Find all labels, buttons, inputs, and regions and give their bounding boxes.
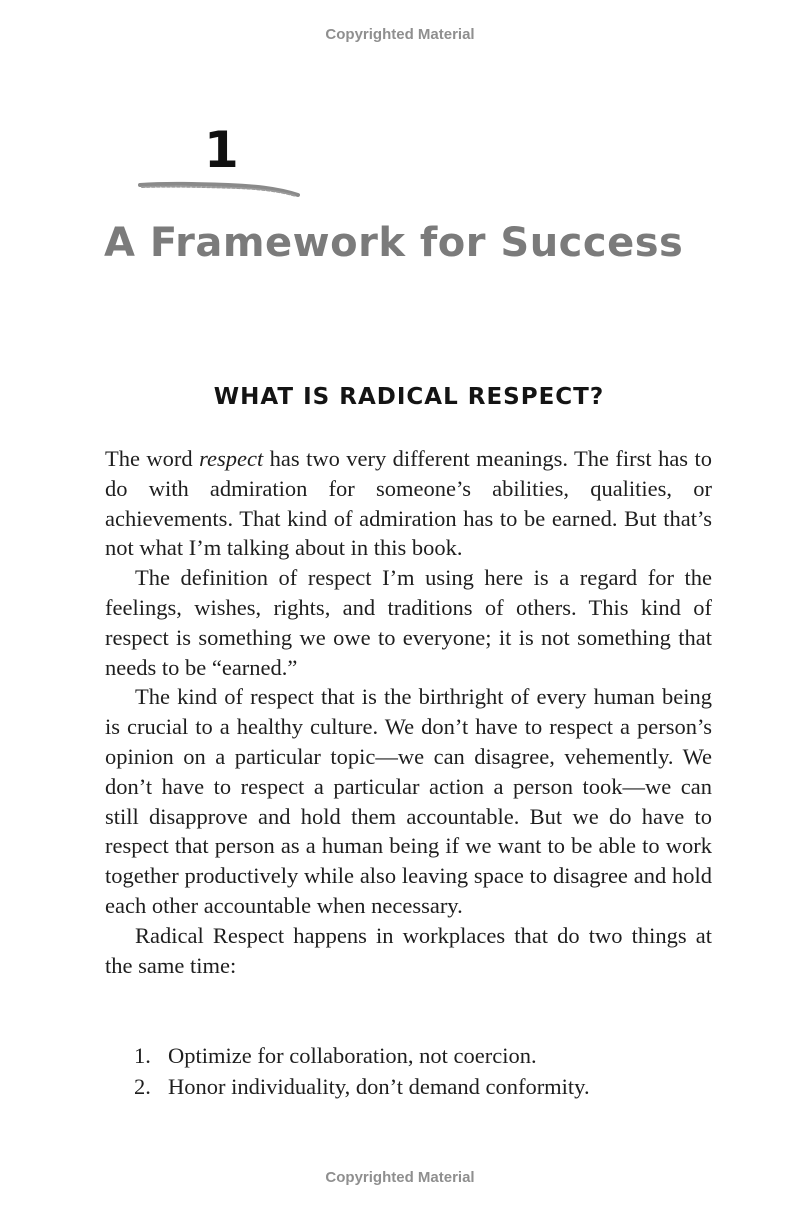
- copyright-watermark-bottom: Copyrighted Material: [325, 1169, 475, 1186]
- paragraph-4: Radical Respect happens in workplaces that do two things at the same time:: [105, 922, 712, 978]
- brush-stroke-decoration: [138, 176, 300, 198]
- list-number: 1.: [134, 1043, 151, 1068]
- section-heading: WHAT IS RADICAL RESPECT?: [213, 384, 605, 410]
- paragraph-3: The kind of respect that is the birthright of every human being is crucial to a healthy culture. We don’t have to respect a person’s opinion on a particular topic—we can disagree, vehemently. We don’t have to respect a particular action a person took—we can still disapprove and hold them accountable. But we do have to respect that person as a human being if we want to be able to work together productively while also leaving space to disagree and hold each other accountable when necessary.: [105, 684, 712, 918]
- paragraph-1: The word respect has two very different meanings. The first has to do with admiration for someone’s abilities, qualities, or achievements. That kind of admiration has to be earned. But that’s not what I’m talking about in this book.: [105, 446, 712, 561]
- chapter-title: A Framework for Success: [104, 220, 684, 266]
- copyright-watermark-top: Copyrighted Material: [325, 26, 475, 43]
- list-number: 2.: [134, 1074, 151, 1099]
- list-text: Honor individuality, don’t demand conformity.: [168, 1074, 590, 1099]
- list-item: [134, 1071, 734, 1102]
- paragraph-2: The definition of respect I’m using here is a regard for the feelings, wishes, rights, and traditions of others. This kind of respect is something we owe to everyone; it is not something that needs to be “earned.”: [105, 565, 712, 680]
- chapter-number: 1: [204, 121, 239, 179]
- list-item: [134, 1040, 734, 1071]
- numbered-list: [134, 1040, 734, 1102]
- body-text: [105, 444, 712, 980]
- list-text: Optimize for collaboration, not coercion.: [168, 1043, 537, 1068]
- emphasis-respect: respect: [199, 446, 264, 471]
